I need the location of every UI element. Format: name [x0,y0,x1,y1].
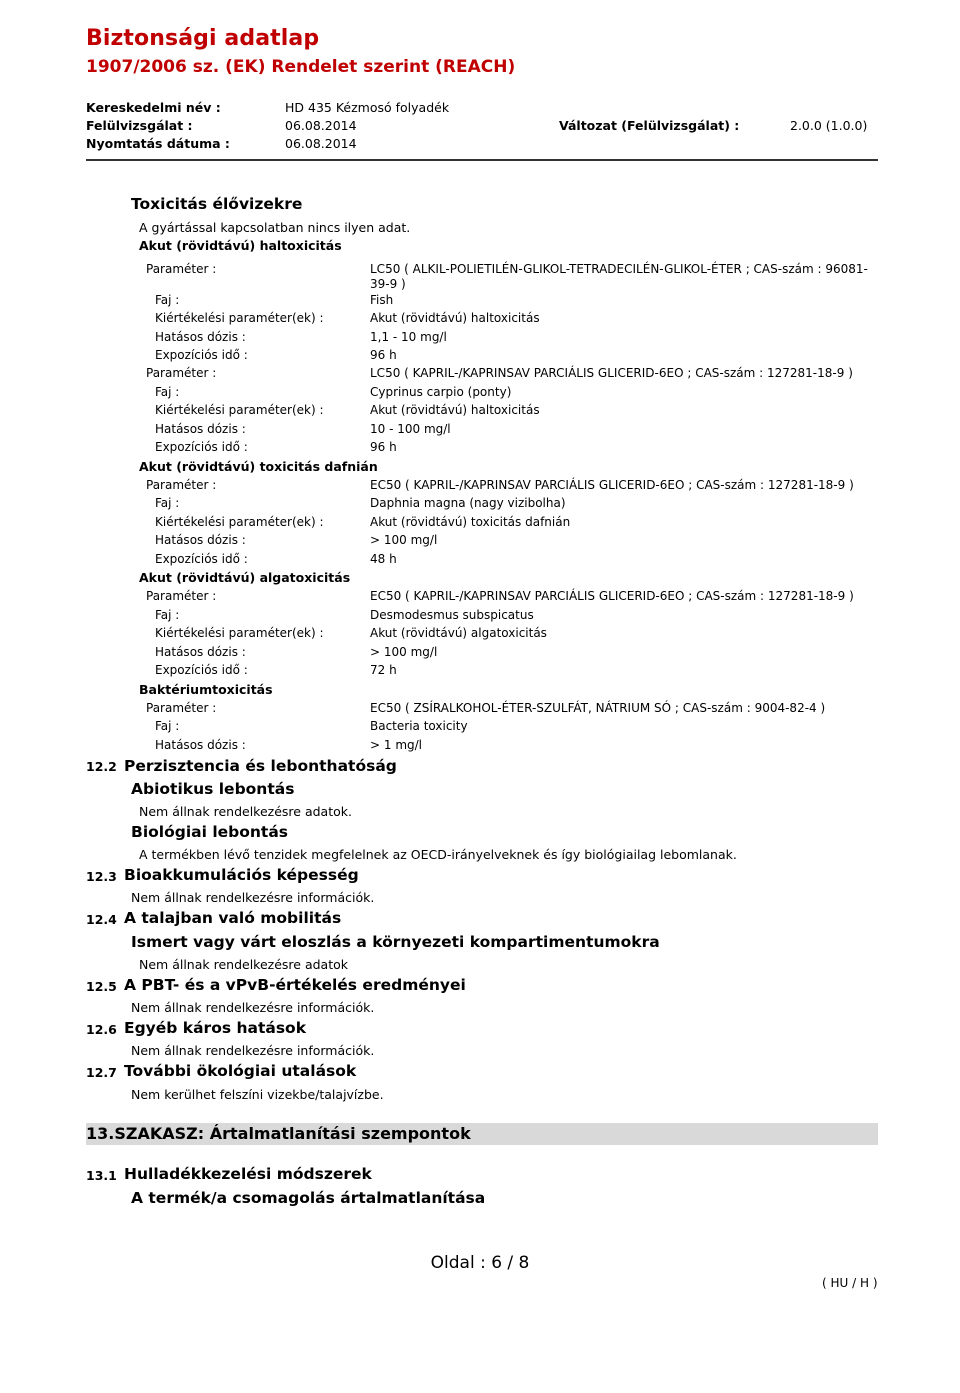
fish1-dose: 1,1 - 10 mg/l [370,330,447,344]
dose-label: Hatásos dózis : [155,422,246,436]
document-subtitle: 1907/2006 sz. (EK) Rendelet szerint (REACH) [86,57,516,77]
aquatic-note: A gyártással kapcsolatban nincs ilyen adat. [139,220,411,235]
fish1-exposure: 96 h [370,348,397,362]
section-subtitle: A termék/a csomagolás ártalmatlanítása [131,1189,486,1207]
dose-label: Hatásos dózis : [155,533,246,547]
exposure-label: Expozíciós idő : [155,348,248,362]
section-number: 12.7 [86,1065,117,1080]
biodegradation-text: A termékben lévő tenzidek megfelelnek az OECD-irányelveknek és így biológiailag lebomlanak. [139,847,737,862]
species-label: Faj : [155,385,180,399]
fish2-exposure: 96 h [370,440,397,454]
exposure-label: Expozíciós idő : [155,663,248,677]
fish1-eval: Akut (rövidtávú) haltoxicitás [370,311,540,325]
document-title: Biztonsági adatlap [86,26,320,51]
eval-label: Kiértékelési paraméter(ek) : [155,626,324,640]
exposure-label: Expozíciós idő : [155,440,248,454]
language-code: ( HU / H ) [822,1276,878,1290]
daphnia-parameter: EC50 ( KAPRIL-/KAPRINSAV PARCIÁLIS GLICERID-6EO ; CAS-szám : 127281-18-9 ) [370,478,854,492]
fish2-species: Cyprinus carpio (ponty) [370,385,512,399]
dose-label: Hatásos dózis : [155,645,246,659]
species-label: Faj : [155,496,180,510]
fish-toxicity-title: Akut (rövidtávú) haltoxicitás [139,238,342,253]
section-13-title: 13.SZAKASZ: Ártalmatlanítási szempontok [86,1124,471,1143]
abiotic-text: Nem állnak rendelkezésre adatok. [139,804,352,819]
exposure-label: Expozíciós idő : [155,552,248,566]
algae-exposure: 72 h [370,663,397,677]
fish2-eval: Akut (rövidtávú) haltoxicitás [370,403,540,417]
section-title: Egyéb káros hatások [124,1019,307,1037]
version-value: 2.0.0 (1.0.0) [790,118,868,133]
daphnia-eval: Akut (rövidtávú) toxicitás dafnián [370,515,571,529]
daphnia-exposure: 48 h [370,552,397,566]
trade-name-label: Kereskedelmi név : [86,100,221,115]
species-label: Faj : [155,719,180,733]
fish1-parameter: LC50 ( ALKIL-POLIETILÉN-GLIKOL-TETRADECILÉN-GLIKOL-ÉTER ; CAS-szám : 96081-39-9 ) [370,262,868,291]
bacteria-parameter: EC50 ( ZSÍRALKOHOL-ÉTER-SZULFÁT, NÁTRIUM SÓ ; CAS-szám : 9004-82-4 ) [370,701,826,715]
print-date-label: Nyomtatás dátuma : [86,136,230,151]
header-divider [86,159,878,161]
section-title: További ökológiai utalások [124,1062,357,1080]
daphnia-dose: > 100 mg/l [370,533,438,547]
bacteria-dose: > 1 mg/l [370,738,423,752]
page-number: Oldal : 6 / 8 [430,1253,530,1273]
daphnia-toxicity-title: Akut (rövidtávú) toxicitás dafnián [139,459,378,474]
fish2-parameter: LC50 ( KAPRIL-/KAPRINSAV PARCIÁLIS GLICERID-6EO ; CAS-szám : 127281-18-9 ) [370,366,853,380]
section-title: Hulladékkezelési módszerek [124,1165,372,1183]
trade-name-value: HD 435 Kézmosó folyadék [285,100,450,115]
bacteria-toxicity-title: Baktériumtoxicitás [139,682,273,697]
bacteria-species: Bacteria toxicity [370,719,468,733]
param-label: Paraméter : [146,701,217,715]
dose-label: Hatásos dózis : [155,330,246,344]
param-label: Paraméter : [146,478,217,492]
param-label: Paraméter : [146,366,217,380]
section-number: 12.4 [86,912,117,927]
eval-label: Kiértékelési paraméter(ek) : [155,515,324,529]
section-subtitle: Ismert vagy várt eloszlás a környezeti kompartimentumokra [131,933,660,951]
section-title: A talajban való mobilitás [124,909,342,927]
species-label: Faj : [155,608,180,622]
section-text: Nem állnak rendelkezésre információk. [131,1000,375,1015]
dose-label: Hatásos dózis : [155,738,246,752]
print-date-value: 06.08.2014 [285,136,357,151]
section-number: 13.1 [86,1168,117,1183]
section-13-bar [86,1123,878,1145]
fish2-dose: 10 - 100 mg/l [370,422,451,436]
algae-dose: > 100 mg/l [370,645,438,659]
section-text: Nem állnak rendelkezésre információk. [131,890,375,905]
aquatic-toxicity-title: Toxicitás élővizekre [131,195,303,213]
revision-label: Felülvizsgálat : [86,118,193,133]
param-label: Paraméter : [146,262,217,276]
revision-value: 06.08.2014 [285,118,357,133]
section-number: 12.2 [86,759,117,774]
section-text: Nem kerülhet felszíni vizekbe/talajvízbe. [131,1087,384,1102]
section-number: 12.5 [86,979,117,994]
algae-parameter: EC50 ( KAPRIL-/KAPRINSAV PARCIÁLIS GLICERID-6EO ; CAS-szám : 127281-18-9 ) [370,589,854,603]
section-title: Bioakkumulációs képesség [124,866,359,884]
section-text: Nem állnak rendelkezésre adatok [139,957,348,972]
param-label: Paraméter : [146,589,217,603]
section-text: Nem állnak rendelkezésre információk. [131,1043,375,1058]
algae-eval: Akut (rövidtávú) algatoxicitás [370,626,547,640]
algae-species: Desmodesmus subspicatus [370,608,534,622]
biodegradation-title: Biológiai lebontás [131,823,289,841]
section-title: Perzisztencia és lebonthatóság [124,757,397,775]
section-number: 12.3 [86,869,117,884]
section-number: 12.6 [86,1022,117,1037]
eval-label: Kiértékelési paraméter(ek) : [155,403,324,417]
version-label: Változat (Felülvizsgálat) : [559,118,740,133]
algae-toxicity-title: Akut (rövidtávú) algatoxicitás [139,570,351,585]
section-title: A PBT- és a vPvB-értékelés eredményei [124,976,466,994]
species-label: Faj : [155,293,180,307]
fish1-species: Fish [370,293,394,307]
eval-label: Kiértékelési paraméter(ek) : [155,311,324,325]
daphnia-species: Daphnia magna (nagy vizibolha) [370,496,566,510]
abiotic-title: Abiotikus lebontás [131,780,295,798]
